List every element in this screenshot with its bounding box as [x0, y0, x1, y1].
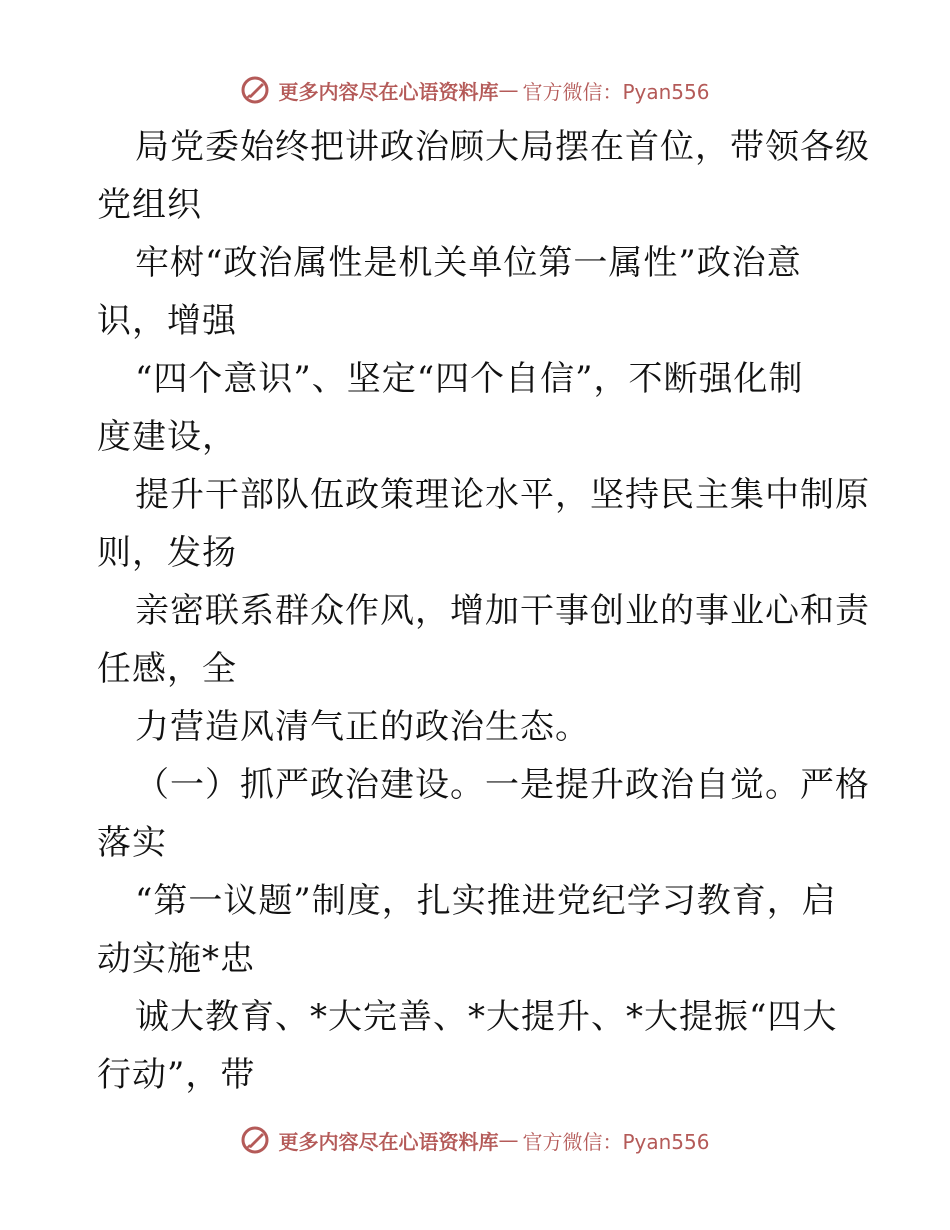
text-line: “第一议题”制度，扎实推进党纪学习教育，启: [135, 881, 837, 921]
text-line: 提升干部队伍政策理论水平，坚持民主集中制原: [135, 475, 870, 515]
banner-wechat: 官方微信：Pyan556: [522, 1129, 710, 1154]
text-line: 识，增强: [97, 301, 237, 341]
text-line: 则，发扬: [97, 533, 237, 573]
text-line: （一）抓严政治建设。一是提升政治自觉。严格: [135, 765, 870, 805]
text-line: 落实: [97, 823, 167, 863]
text-line: 力营造风清气正的政治生态。: [135, 707, 590, 747]
text-line: 行动”，带: [97, 1055, 256, 1095]
text-line: “四个意识”、坚定“四个自信”，不断强化制: [135, 359, 804, 399]
text-line: 动实施*忠: [97, 939, 255, 979]
text-line: 诚大教育、*大完善、*大提升、*大提振“四大: [135, 997, 838, 1037]
text-line: 任感，全: [97, 649, 237, 689]
banner-title: 更多内容尽在心语资料库: [278, 1129, 499, 1154]
text-line: 党组织: [97, 185, 202, 225]
quill-logo-icon: [240, 75, 270, 105]
text-line: 局党委始终把讲政治顾大局摆在首位，带领各级: [135, 127, 870, 167]
text-line: 牢树“政治属性是机关单位第一属性”政治意: [135, 243, 802, 283]
quill-logo-icon: [240, 1125, 270, 1155]
banner-separator: —: [498, 1128, 519, 1152]
banner-separator: —: [498, 78, 519, 102]
banner-wechat: 官方微信：Pyan556: [522, 79, 710, 104]
document-body: [97, 118, 870, 1104]
banner-title: 更多内容尽在心语资料库: [278, 79, 499, 104]
text-line: 亲密联系群众作风，增加干事创业的事业心和责: [135, 591, 870, 631]
header-banner: [0, 70, 950, 110]
footer-banner: [0, 1120, 950, 1160]
text-line: 度建设，: [97, 417, 237, 457]
